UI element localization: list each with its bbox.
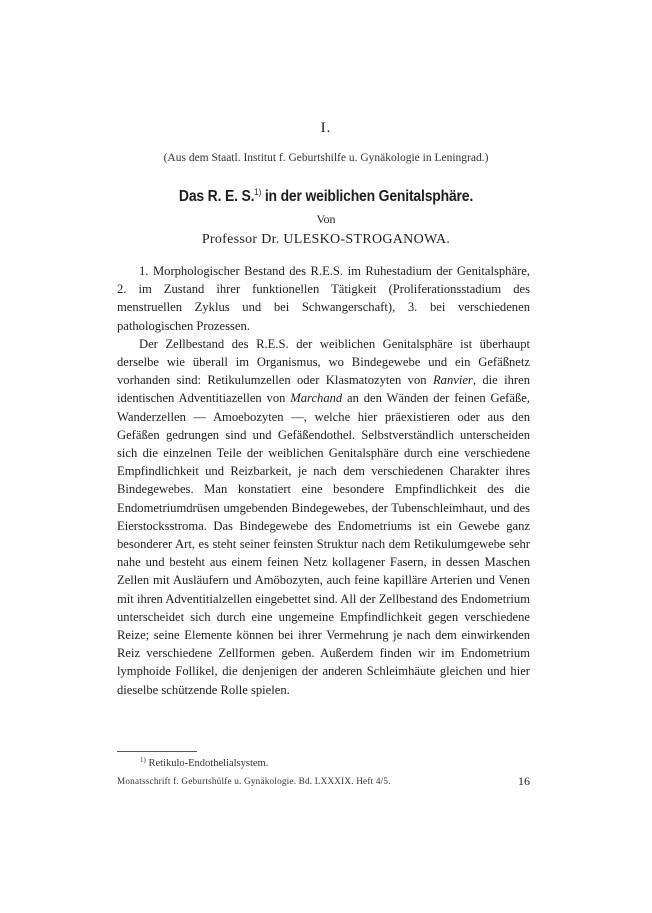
paragraph-1: 1. Morphologischer Bestand des R.E.S. im Ruhestadium der Genitalsphäre, 2. im Zustand ihrer funktionellen Tätigkeit (Proliferationsstadium des menstruellen Zyklus und bei Schwangerschaft), 3. bei verschiedenen pathologischen Prozessen. — [117, 264, 530, 333]
footnote-text: Retikulo-Endothelialsystem. — [145, 758, 269, 769]
article-title — [33, 187, 620, 206]
title-footnote-mark: 1) — [254, 187, 262, 197]
article-number: I. — [320, 120, 332, 136]
name-marchand: Marchand — [290, 391, 343, 406]
page-number: 16 — [518, 774, 530, 788]
article-body — [117, 262, 530, 699]
paragraph-2-part-c: an den Wänden der feinen Gefäße, Wanderzellen — Amoebozyten —, welche hier präexistieren oder aus den Gefäßen gedrungen sind und Gefäßendothel. Selbstverständlich unterscheiden sich die einzelnen Teile der weiblichen Genitalsphäre durch eine verschiedene Empfindlichkeit und Reizbarkeit, je nach dem verschiedenen Charakter ihres Bindegewebes. Man konstatiert eine besondere Empfindlichkeit des die Endometriumdrüsen umgebenden Bindegewebes, der Tubenschleimhaut, und des Eierstocksstroma. Das Bindegewebe des Endometriums ist ein Gewebe ganz besonderer Art, es steht seiner feinsten Struktur nach dem Retikulumgewebe sehr nahe und besteht aus einem feinen Netz kollagener Fasern, in dessen Maschen Zellen mit Ausläufern und Amöbozyten, auch feine kapilläre Arterien und Venen mit ihren Adventitialzellen eingebettet sind. All der Zellbestand des Endometrium unterscheidet sich durch eine ungemeine Empfindlichkeit gegen verschiedene Reize; seine Elemente können bei ihrer Vermehrung je nach dem einwirkenden Reiz verschiedene Zellformen geben. Außerdem finden wir im Endometrium lymphoide Follikel, die denjenigen der anderen Schleimhäute gleichen und hier dieselbe schützende Rolle spielen. — [117, 391, 530, 697]
author-name: Professor Dr. ULESKO-STROGANOWA. — [201, 232, 451, 247]
footnote-mark: 1) — [140, 756, 146, 764]
footnote — [140, 756, 268, 769]
journal-citation: Monatsschrift f. Geburtshülfe u. Gynäkologie. Bd. LXXXIX. Heft 4/5. — [117, 776, 391, 786]
paragraph-2 — [117, 335, 530, 699]
name-ranvier: Ranvier — [432, 373, 473, 388]
byline-von: Von — [316, 212, 336, 226]
paragraph-2-part-b: , die ihren identischen Adventitiazellen von — [117, 373, 530, 406]
institute-line: (Aus dem Staatl. Institut f. Geburtshilfe u. Gynäkologie in Leningrad.) — [163, 152, 489, 164]
title-main: Das R. E. S. — [178, 188, 255, 205]
title-rest: in der weiblichen Genitalsphäre. — [261, 188, 474, 205]
footnote-divider — [117, 751, 197, 752]
paragraph-2-part-a: Der Zellbestand des R.E.S. der weiblichen Genitalsphäre ist überhaupt derselbe wie überall im Organismus, wo Bindegewebe und ein Gefäßnetz vorhanden sind: Retikulumzellen oder Klasmatozyten von — [117, 336, 530, 388]
